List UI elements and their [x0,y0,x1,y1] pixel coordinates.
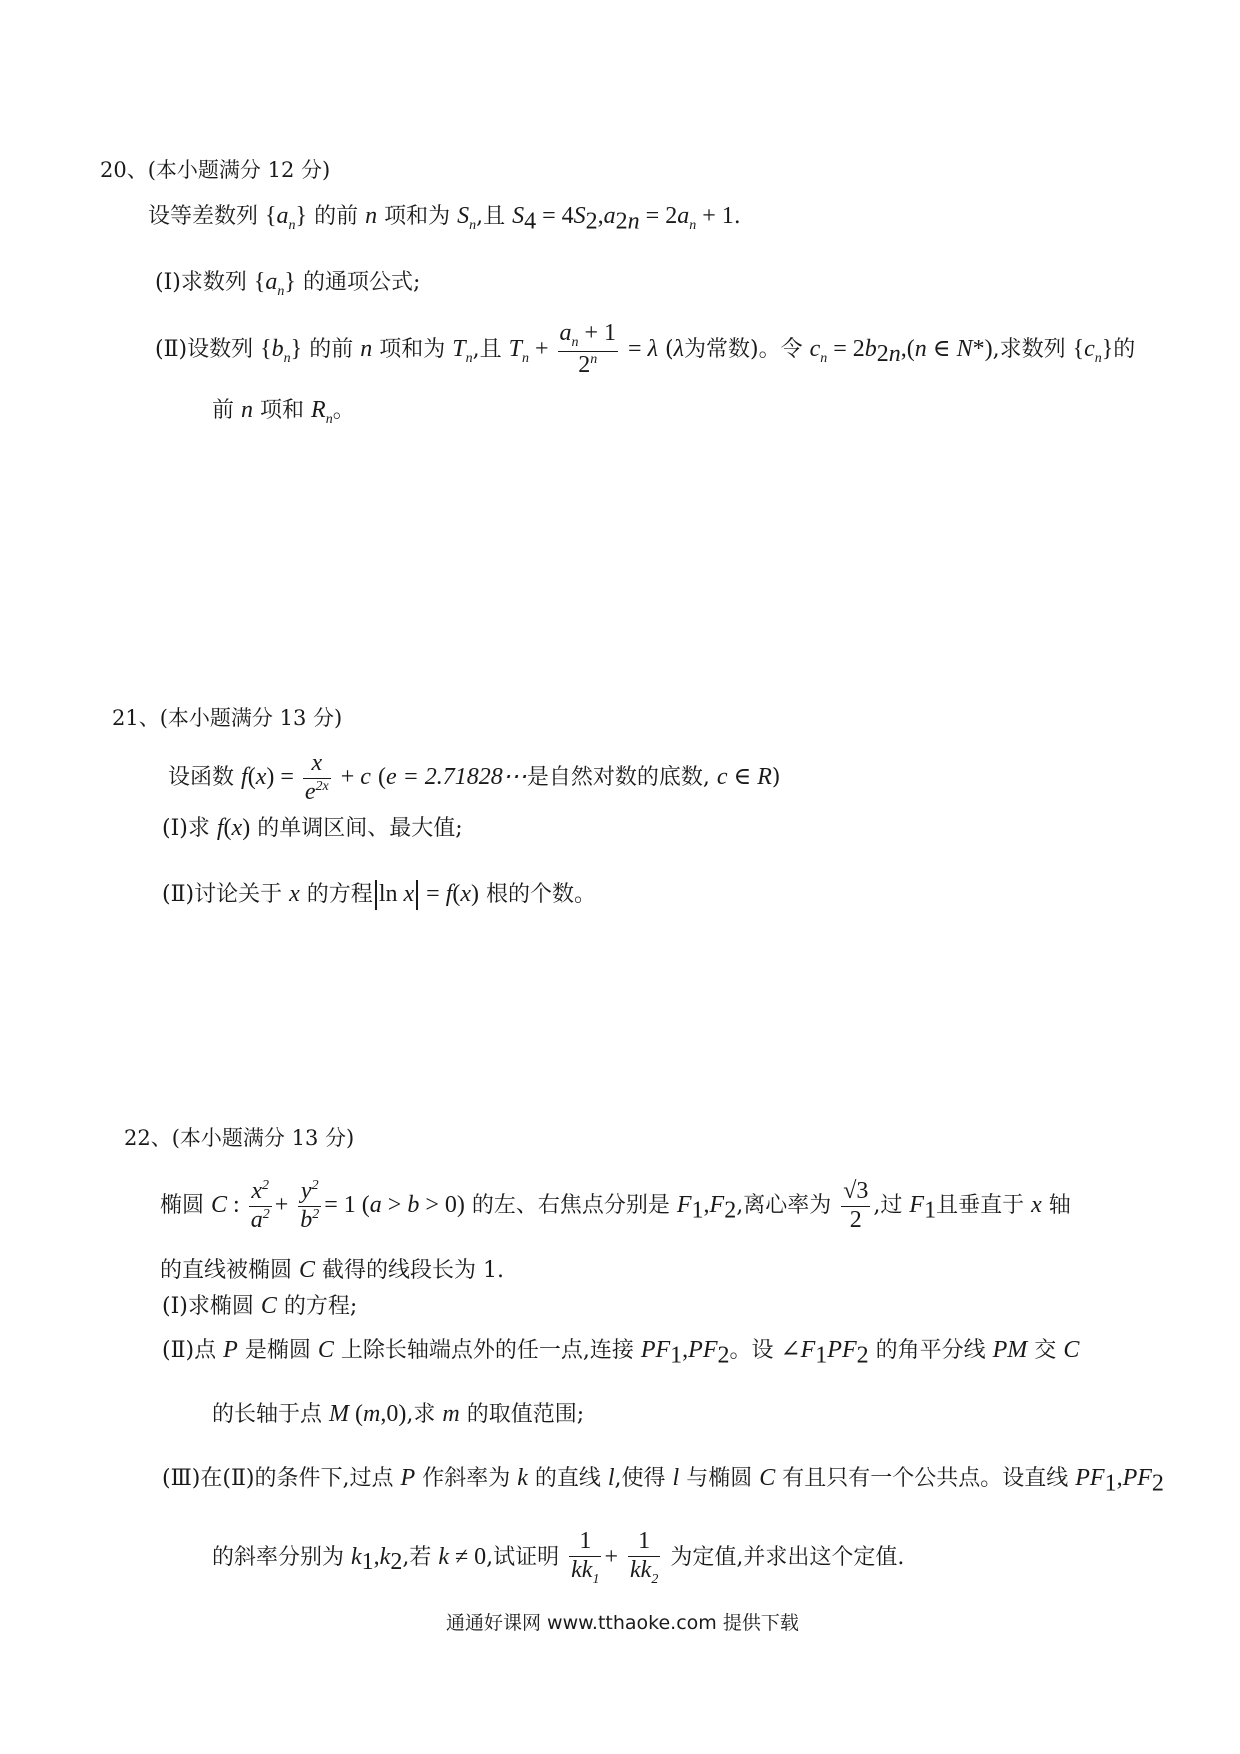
q22-part2: (Ⅱ)点 P 是椭圆 C 上除长轴端点外的任一点,连接 $PF_1,PF_2$。设 $\angle F_1PF_2$ 的角平分线 PM 交 C [162,1337,1080,1369]
q22-statement-cont: 的直线被椭圆 C 截得的线段长为 1. [160,1257,505,1283]
page-footer: 通通好课网 www.tthaoke.com 提供下载 [446,1612,799,1634]
q20-part2-cont: 前 n 项和 $R_n$。 [212,397,355,427]
q22-statement: 椭圆 C : $\frac{x^2}{a^2}$ + $\frac{y^2}{b^2}$ = 1 (a > b > 0) 的左、右焦点分别是 $F_1,F_2$,离心率为 $\frac{√3}{2}$ ,过 $F_1$且垂直于 x 轴 [160,1178,1071,1233]
q22-part3-cont: 的斜率分别为 $k_1,k_2$,若 k ≠ 0,试证明 $\frac{1}{kk_1}$ + $\frac{1}{kk_2}$ 为定值,并求出这个定值. [212,1528,905,1587]
q22-part2-cont: 的长轴于点 M (m,0),求 m 的取值范围; [212,1401,585,1427]
q21-part1: (Ⅰ)求 f(x) 的单调区间、最大值; [162,815,463,841]
q21-statement: 设函数 f(x) = $\frac{x}{e^{2x}}$ + c (e = 2.71828⋯是自然对数的底数, c ∈ R) [168,750,781,805]
q20-part1: (Ⅰ)求数列 $\{a_n\}$ 的通项公式; [155,269,421,299]
q21-fraction: $\frac{x}{e^{2x}}$ [304,750,329,805]
q22-part1: (Ⅰ)求椭圆 C 的方程; [162,1293,358,1319]
q22-part3: (Ⅲ)在(Ⅱ)的条件下,过点 P 作斜率为 k 的直线 l,使得 l 与椭圆 C 有且只有一个公共点。设直线 $PF_1,PF_2$ [162,1465,1164,1497]
q21-part2: (Ⅱ)讨论关于 x 的方程 ln x = f(x) 根的个数。 [162,880,596,910]
q20-statement: 设等差数列 $\{a_n\}$ 的前 n 项和为 $S_n$,且 $S_4 = 4S_2,a_{2n} = 2a_n + 1$. [148,203,741,235]
q20-fraction: $\frac{a_n + 1}{2^n}$ [559,320,617,378]
q20-part2: (Ⅱ)设数列 $\{b_n\}$ 的前 n 项和为 $T_n$,且 $T_n$ + $\frac{a_n + 1}{2^n}$ = λ (λ为常数)。令 $c_n = 2b_{2n},(n$ ∈ N*),求数列 $\{c_n\}$的 [155,320,1136,378]
q22-header: 22、(本小题满分 13 分) [124,1126,355,1150]
q21-header: 21、(本小题满分 13 分) [112,706,343,730]
q20-header: 20、(本小题满分 12 分) [100,158,331,182]
